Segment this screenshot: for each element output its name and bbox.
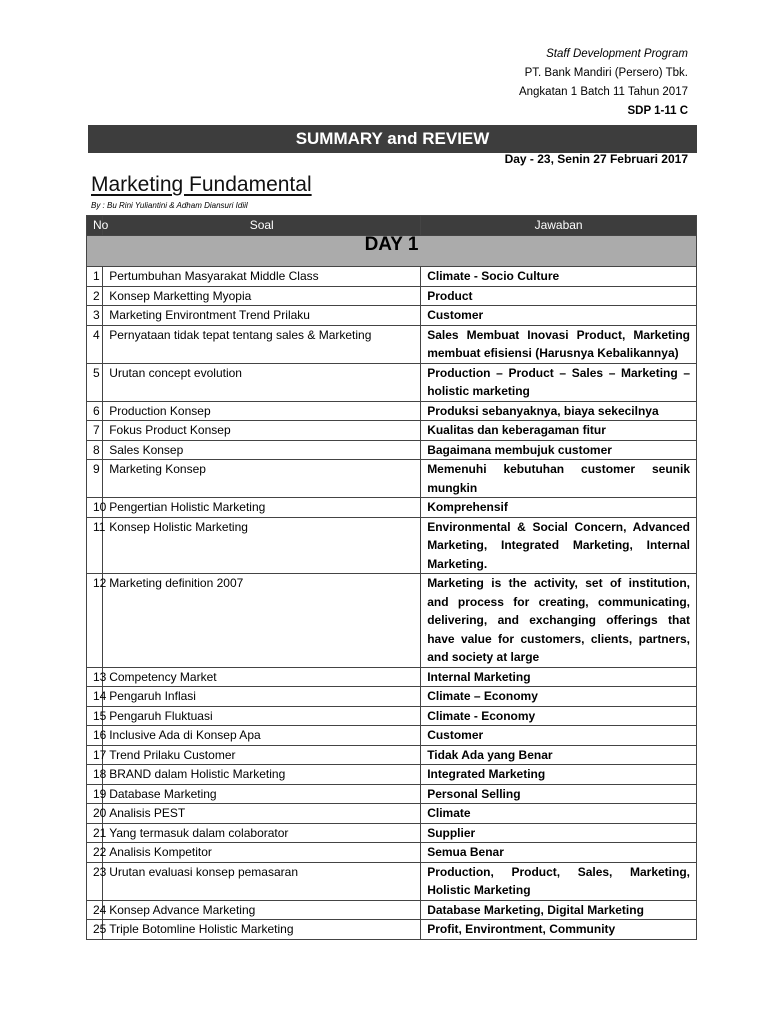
answer-cell: Komprehensif bbox=[421, 498, 697, 518]
answer-cell: Production, Product, Sales, Marketing, Holistic Marketing bbox=[421, 862, 697, 900]
answer-cell: Environmental & Social Concern, Advanced Marketing, Integrated Marketing, Internal Marketing. bbox=[421, 517, 697, 574]
answer-cell: Memenuhi kebutuhan customer seunik mungkin bbox=[421, 460, 697, 498]
row-number: 12 bbox=[87, 574, 103, 668]
table-row bbox=[87, 784, 697, 804]
answer-cell: Kualitas dan keberagaman fitur bbox=[421, 421, 697, 441]
question-cell: Marketing definition 2007 bbox=[103, 574, 421, 668]
row-number: 23 bbox=[87, 862, 103, 900]
row-number: 6 bbox=[87, 401, 103, 421]
answer-cell: Sales Membuat Inovasi Product, Marketing membuat efisiensi (Harusnya Kebalikannya) bbox=[421, 325, 697, 363]
row-number: 18 bbox=[87, 765, 103, 785]
row-number: 13 bbox=[87, 667, 103, 687]
row-number: 15 bbox=[87, 706, 103, 726]
question-cell: Sales Konsep bbox=[103, 440, 421, 460]
table-row bbox=[87, 862, 697, 900]
table-row bbox=[87, 440, 697, 460]
answer-cell: Customer bbox=[421, 726, 697, 746]
question-cell: Urutan evaluasi konsep pemasaran bbox=[103, 862, 421, 900]
question-cell: Trend Prilaku Customer bbox=[103, 745, 421, 765]
page-title: Marketing Fundamental bbox=[91, 173, 312, 196]
answer-cell: Customer bbox=[421, 306, 697, 326]
answer-cell: Marketing is the activity, set of institution, and process for creating, communicating, delivering, and exchanging offerings that have value for customers, clients, partners, and society at large bbox=[421, 574, 697, 668]
question-cell: Inclusive Ada di Konsep Apa bbox=[103, 726, 421, 746]
row-number: 14 bbox=[87, 687, 103, 707]
row-number: 4 bbox=[87, 325, 103, 363]
row-number: 11 bbox=[87, 517, 103, 574]
author-byline: By : Bu Rini Yuliantini & Adham Diansuri Idiil bbox=[91, 201, 248, 210]
table-row bbox=[87, 325, 697, 363]
row-number: 3 bbox=[87, 306, 103, 326]
table-row bbox=[87, 765, 697, 785]
row-number: 9 bbox=[87, 460, 103, 498]
question-cell: Konsep Marketting Myopia bbox=[103, 286, 421, 306]
question-cell: Database Marketing bbox=[103, 784, 421, 804]
program-code: SDP 1-11 C bbox=[627, 105, 688, 117]
batch-info: Angkatan 1 Batch 11 Tahun 2017 bbox=[518, 86, 688, 98]
question-cell: Yang termasuk dalam colaborator bbox=[103, 823, 421, 843]
row-number: 1 bbox=[87, 267, 103, 287]
row-number: 10 bbox=[87, 498, 103, 518]
question-cell: Fokus Product Konsep bbox=[103, 421, 421, 441]
answer-cell: Internal Marketing bbox=[421, 667, 697, 687]
qa-table bbox=[86, 215, 697, 940]
row-number: 25 bbox=[87, 920, 103, 940]
answer-cell: Climate - Economy bbox=[421, 706, 697, 726]
table-row bbox=[87, 823, 697, 843]
answer-cell: Climate - Socio Culture bbox=[421, 267, 697, 287]
table-row bbox=[87, 267, 697, 287]
question-cell: Marketing Environtment Trend Prilaku bbox=[103, 306, 421, 326]
answer-cell: Integrated Marketing bbox=[421, 765, 697, 785]
table-header-row bbox=[87, 216, 697, 236]
question-cell: Pengaruh Inflasi bbox=[103, 687, 421, 707]
company-name: PT. Bank Mandiri (Persero) Tbk. bbox=[524, 67, 688, 79]
row-number: 20 bbox=[87, 804, 103, 824]
summary-banner: SUMMARY and REVIEW bbox=[88, 125, 697, 153]
table-row bbox=[87, 306, 697, 326]
table-row bbox=[87, 286, 697, 306]
table-row bbox=[87, 421, 697, 441]
row-number: 16 bbox=[87, 726, 103, 746]
answer-cell: Personal Selling bbox=[421, 784, 697, 804]
day-label: DAY 1 bbox=[87, 236, 697, 267]
table-row bbox=[87, 363, 697, 401]
question-cell: Pertumbuhan Masyarakat Middle Class bbox=[103, 267, 421, 287]
question-cell: Pernyataan tidak tepat tentang sales & Marketing bbox=[103, 325, 421, 363]
table-row bbox=[87, 900, 697, 920]
question-cell: Marketing Konsep bbox=[103, 460, 421, 498]
answer-cell: Bagaimana membujuk customer bbox=[421, 440, 697, 460]
table-row bbox=[87, 706, 697, 726]
table-row bbox=[87, 920, 697, 940]
answer-cell: Semua Benar bbox=[421, 843, 697, 863]
table-row bbox=[87, 687, 697, 707]
answer-cell: Product bbox=[421, 286, 697, 306]
question-cell: Pengaruh Fluktuasi bbox=[103, 706, 421, 726]
table-row bbox=[87, 574, 697, 668]
program-name: Staff Development Program bbox=[546, 48, 688, 60]
table-row bbox=[87, 726, 697, 746]
row-number: 24 bbox=[87, 900, 103, 920]
table-row bbox=[87, 517, 697, 574]
header-soal: Soal bbox=[103, 216, 421, 236]
row-number: 5 bbox=[87, 363, 103, 401]
question-cell: BRAND dalam Holistic Marketing bbox=[103, 765, 421, 785]
question-cell: Pengertian Holistic Marketing bbox=[103, 498, 421, 518]
table-row bbox=[87, 460, 697, 498]
row-number: 2 bbox=[87, 286, 103, 306]
answer-cell: Climate – Economy bbox=[421, 687, 697, 707]
question-cell: Konsep Advance Marketing bbox=[103, 900, 421, 920]
row-number: 7 bbox=[87, 421, 103, 441]
table-row bbox=[87, 745, 697, 765]
answer-cell: Database Marketing, Digital Marketing bbox=[421, 900, 697, 920]
row-number: 22 bbox=[87, 843, 103, 863]
row-number: 21 bbox=[87, 823, 103, 843]
row-number: 19 bbox=[87, 784, 103, 804]
row-number: 17 bbox=[87, 745, 103, 765]
table-row bbox=[87, 498, 697, 518]
question-cell: Triple Botomline Holistic Marketing bbox=[103, 920, 421, 940]
answer-cell: Supplier bbox=[421, 823, 697, 843]
document-header bbox=[519, 45, 688, 121]
question-cell: Analisis Kompetitor bbox=[103, 843, 421, 863]
header-no: No bbox=[87, 216, 103, 236]
answer-cell: Profit, Environtment, Community bbox=[421, 920, 697, 940]
answer-cell: Climate bbox=[421, 804, 697, 824]
answer-cell: Tidak Ada yang Benar bbox=[421, 745, 697, 765]
header-jawaban: Jawaban bbox=[421, 216, 697, 236]
table-row bbox=[87, 804, 697, 824]
answer-cell: Production – Product – Sales – Marketing – holistic marketing bbox=[421, 363, 697, 401]
question-cell: Production Konsep bbox=[103, 401, 421, 421]
table-row bbox=[87, 843, 697, 863]
table-row bbox=[87, 401, 697, 421]
question-cell: Urutan concept evolution bbox=[103, 363, 421, 401]
day-date-line: Day - 23, Senin 27 Februari 2017 bbox=[504, 152, 688, 166]
table-row bbox=[87, 667, 697, 687]
answer-cell: Produksi sebanyaknya, biaya sekecilnya bbox=[421, 401, 697, 421]
row-number: 8 bbox=[87, 440, 103, 460]
day-section-row bbox=[87, 236, 697, 267]
question-cell: Competency Market bbox=[103, 667, 421, 687]
question-cell: Analisis PEST bbox=[103, 804, 421, 824]
question-cell: Konsep Holistic Marketing bbox=[103, 517, 421, 574]
